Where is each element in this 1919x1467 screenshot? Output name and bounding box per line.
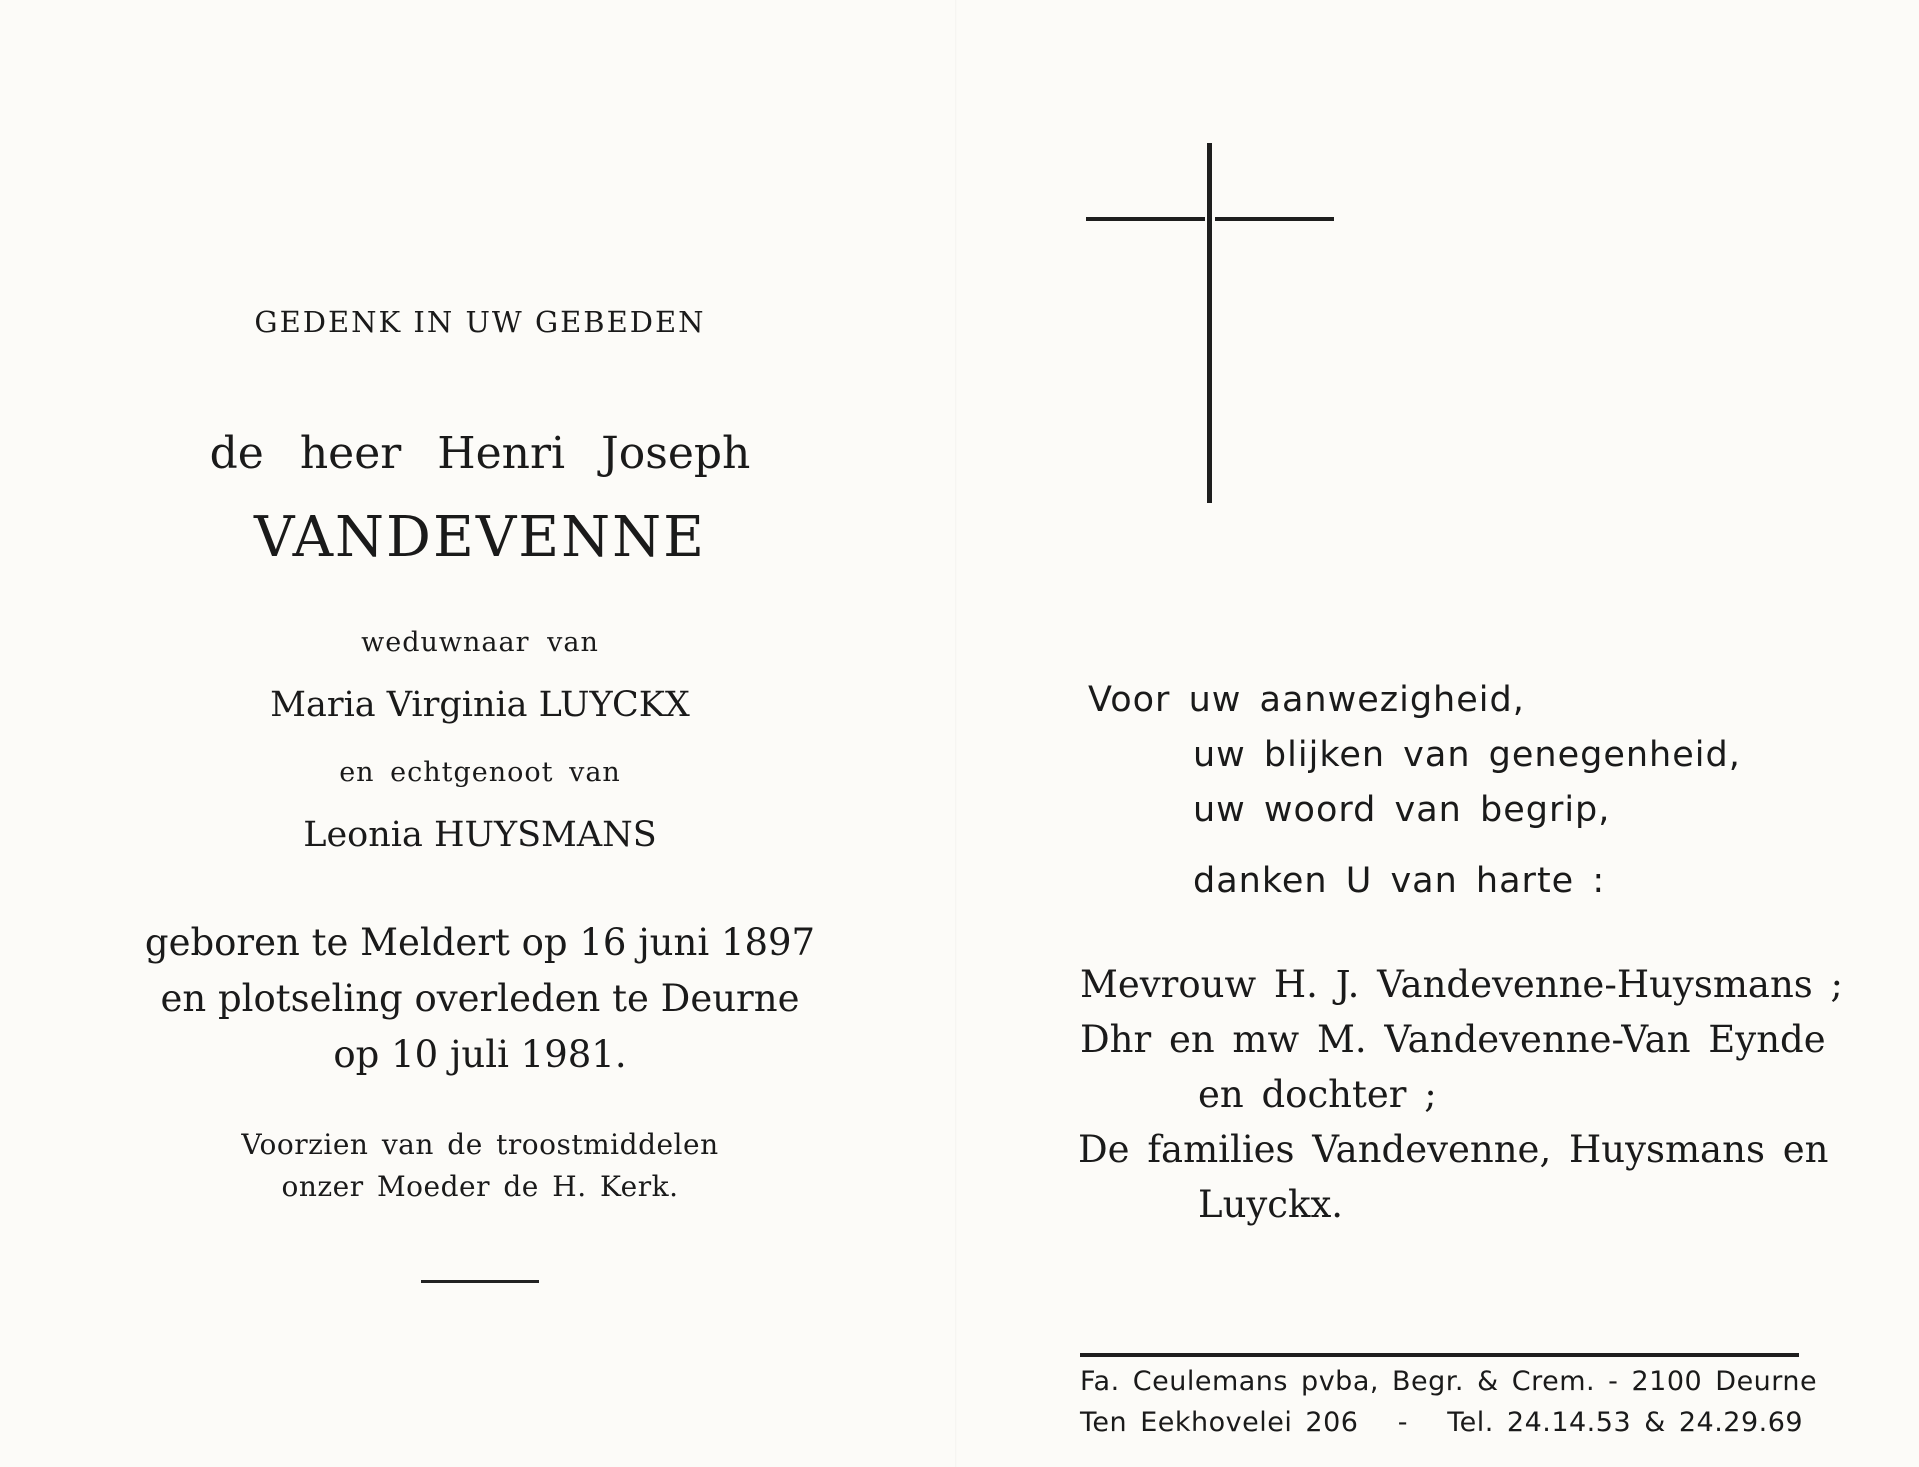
sacraments-text <box>0 1124 960 1208</box>
deceased-surname: VANDEVENNE <box>253 505 707 570</box>
printer-line-1: Fa. Ceulemans pvba, Begr. & Crem. - 2100 Deurne <box>1080 1366 1818 1397</box>
deceased-given-names: de heer Henri Joseph <box>209 428 751 479</box>
spouse-of-label: en echtgenoot van <box>339 757 621 788</box>
life-dates <box>0 915 960 1083</box>
family-line-3: en dochter ; <box>1198 1073 1437 1116</box>
family-line-2: Dhr en mw M. Vandevenne-Van Eynde <box>1080 1018 1826 1061</box>
family-line-5: Luyckx. <box>1198 1183 1344 1226</box>
second-spouse-name: Leonia HUYSMANS <box>303 815 657 855</box>
cross-vertical-bar <box>1207 143 1212 503</box>
cross-left-arm <box>1086 217 1205 221</box>
sacraments-line-1: Voorzien van de troostmiddelen <box>241 1128 719 1161</box>
divider-line <box>421 1280 539 1283</box>
prayer-heading: GEDENK IN UW GEBEDEN <box>254 305 706 339</box>
birth-line: geboren te Meldert op 16 juni 1897 <box>144 921 816 964</box>
cross-right-arm <box>1215 217 1334 221</box>
first-spouse-name: Maria Virginia LUYCKX <box>270 685 690 725</box>
death-date-line: op 10 juli 1981. <box>333 1033 627 1076</box>
thanks-line-2: uw blijken van genegenheid, <box>1193 735 1741 775</box>
family-line-1: Mevrouw H. J. Vandevenne-Huysmans ; <box>1080 963 1844 1006</box>
death-line: en plotseling overleden te Deurne <box>160 977 800 1020</box>
printer-line-2: Ten Eekhovelei 206 - Tel. 24.14.53 & 24.29.69 <box>1080 1407 1804 1438</box>
thanks-line-1: Voor uw aanwezigheid, <box>1088 680 1525 720</box>
widower-of-label: weduwnaar van <box>361 627 599 658</box>
thanks-line-4: danken U van harte : <box>1193 861 1606 901</box>
family-line-4: De families Vandevenne, Huysmans en <box>1078 1128 1829 1171</box>
printer-rule <box>1080 1353 1799 1357</box>
thanks-line-3: uw woord van begrip, <box>1193 790 1611 830</box>
sacraments-line-2: onzer Moeder de H. Kerk. <box>281 1170 679 1203</box>
